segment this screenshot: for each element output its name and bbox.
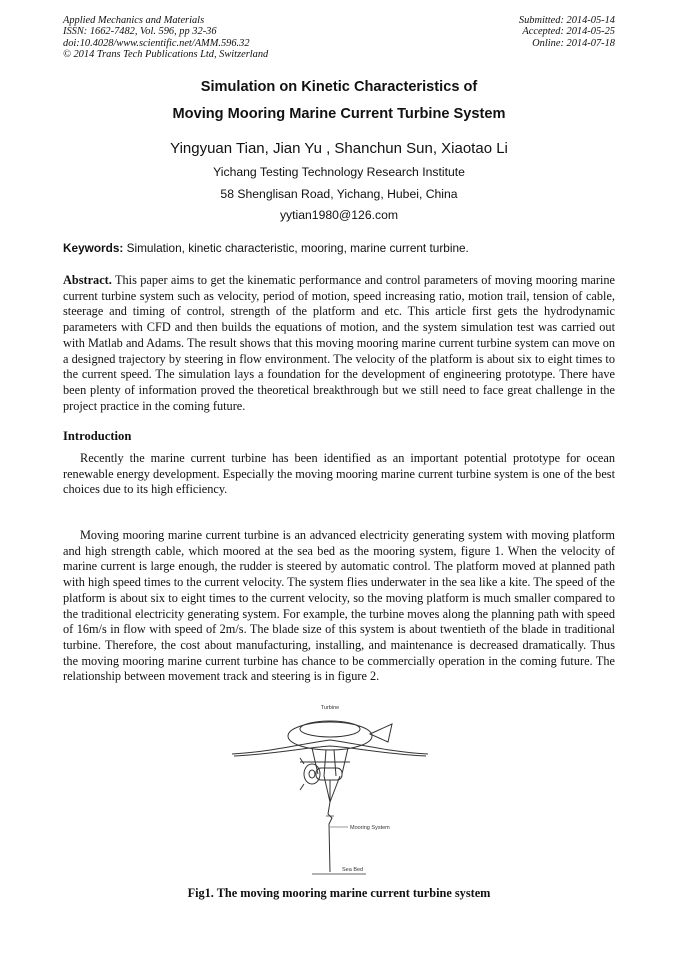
- paper-title-line-1: Simulation on Kinetic Characteristics of: [200, 79, 478, 95]
- intro-paragraph-2: Moving mooring marine current turbine is an advanced electricity generating system with moving platform and high strength cable, which moored at the sea bed as the mooring system, figure 1. When the velocity of marine current is large enough, the rudder is steered by automatic control. The platform moved at planned path with high speed times to the current velocity. The system flies underwater in the sea like a kite. The speed of the platform is about six to eight times to the current velocity, so the moving platform is much smaller compared to the traditional electricity generating system. For example, the turbine moves along the planning path with speed of 16m/s in flow with speed of 2m/s. The blade size of this system is about twentieth of the blade in traditional turbine. Therefore, the cost about manufacturing, installing, and maintenance is decreased dramatically. Thus the moving mooring marine current turbine has chance to be commercially operation in the coming future. The relationship between movement track and steering is in figure 2.: [63, 528, 615, 684]
- author-list: Yingyuan Tian, Jian Yu , Shanchun Sun, Xiaotao Li: [170, 140, 508, 157]
- journal-doi: doi:10.4028/www.scientific.net/AMM.596.32: [63, 37, 250, 49]
- affiliation-institute: Yichang Testing Technology Research Institute: [213, 165, 465, 179]
- turbine-blade: [300, 758, 304, 790]
- label-turbine: Turbine: [320, 705, 340, 711]
- paper-title-line-2: Moving Mooring Marine Current Turbine System: [172, 106, 506, 122]
- abstract-text: This paper aims to get the kinematic performance and control parameters of moving mooring marine current turbine system such as velocity, period of motion, speed increasing ratio, motion trail, tension of cable, steerage and timing of control, strength of the platform and etc. This article first gets the hydrodynamic parameters with CFD and then builds the equations of motion, and the system simulation test was carried out with Matlab and Adams. The result shows that this moving mooring marine current turbine system can move on a designed trajectory by steering in flow environment. The velocity of the platform is about six to eight times to the current speed. The simulation lays a foundation for the development of engineering prototype. There have been plenty of information proved the theoretical breakthrough but we still need to face great challenge in the project practice in the coming future.: [63, 273, 615, 413]
- section-heading-introduction: Introduction: [63, 429, 132, 443]
- label-mooring-system: Mooring System: [350, 825, 390, 831]
- wing-line: [232, 740, 428, 754]
- journal-issn: ISSN: 1662-7482, Vol. 596, pp 32-36: [63, 26, 217, 38]
- turbine-hub: [309, 770, 315, 778]
- journal-header: [63, 15, 268, 60]
- journal-name: Applied Mechanics and Materials: [63, 15, 205, 26]
- keywords-text: Simulation, kinetic characteristic, mooring, marine current turbine.: [123, 241, 469, 255]
- turbine-system-figure: [230, 702, 430, 880]
- submission-dates: [519, 15, 615, 49]
- abstract: [63, 273, 615, 414]
- accepted-date: Accepted: 2014-05-25: [522, 26, 615, 38]
- mooring-cable: [328, 802, 332, 872]
- keywords: [63, 241, 615, 255]
- keywords-label: Keywords:: [63, 241, 124, 255]
- abstract-label: Abstract.: [63, 273, 112, 287]
- label-sea-bed: Sea Bed: [342, 867, 364, 873]
- figure-caption: Fig1. The moving mooring marine current turbine system: [187, 886, 491, 900]
- online-date: Online: 2014-07-18: [532, 37, 615, 49]
- intro-paragraph-1: Recently the marine current turbine has been identified as an important potential prototype for ocean renewable energy development. Especially the moving mooring marine current turbine system is one of the best choices due to its high efficiency.: [63, 451, 615, 497]
- author-email: yytian1980@126.com: [279, 208, 399, 222]
- affiliation-address: 58 Shenglisan Road, Yichang, Hubei, China: [220, 187, 458, 201]
- journal-copyright: © 2014 Trans Tech Publications Ltd, Switzerland: [63, 48, 269, 60]
- submitted-date: Submitted: 2014-05-14: [518, 15, 615, 26]
- platform-fin: [370, 724, 392, 742]
- platform-top: [300, 721, 360, 737]
